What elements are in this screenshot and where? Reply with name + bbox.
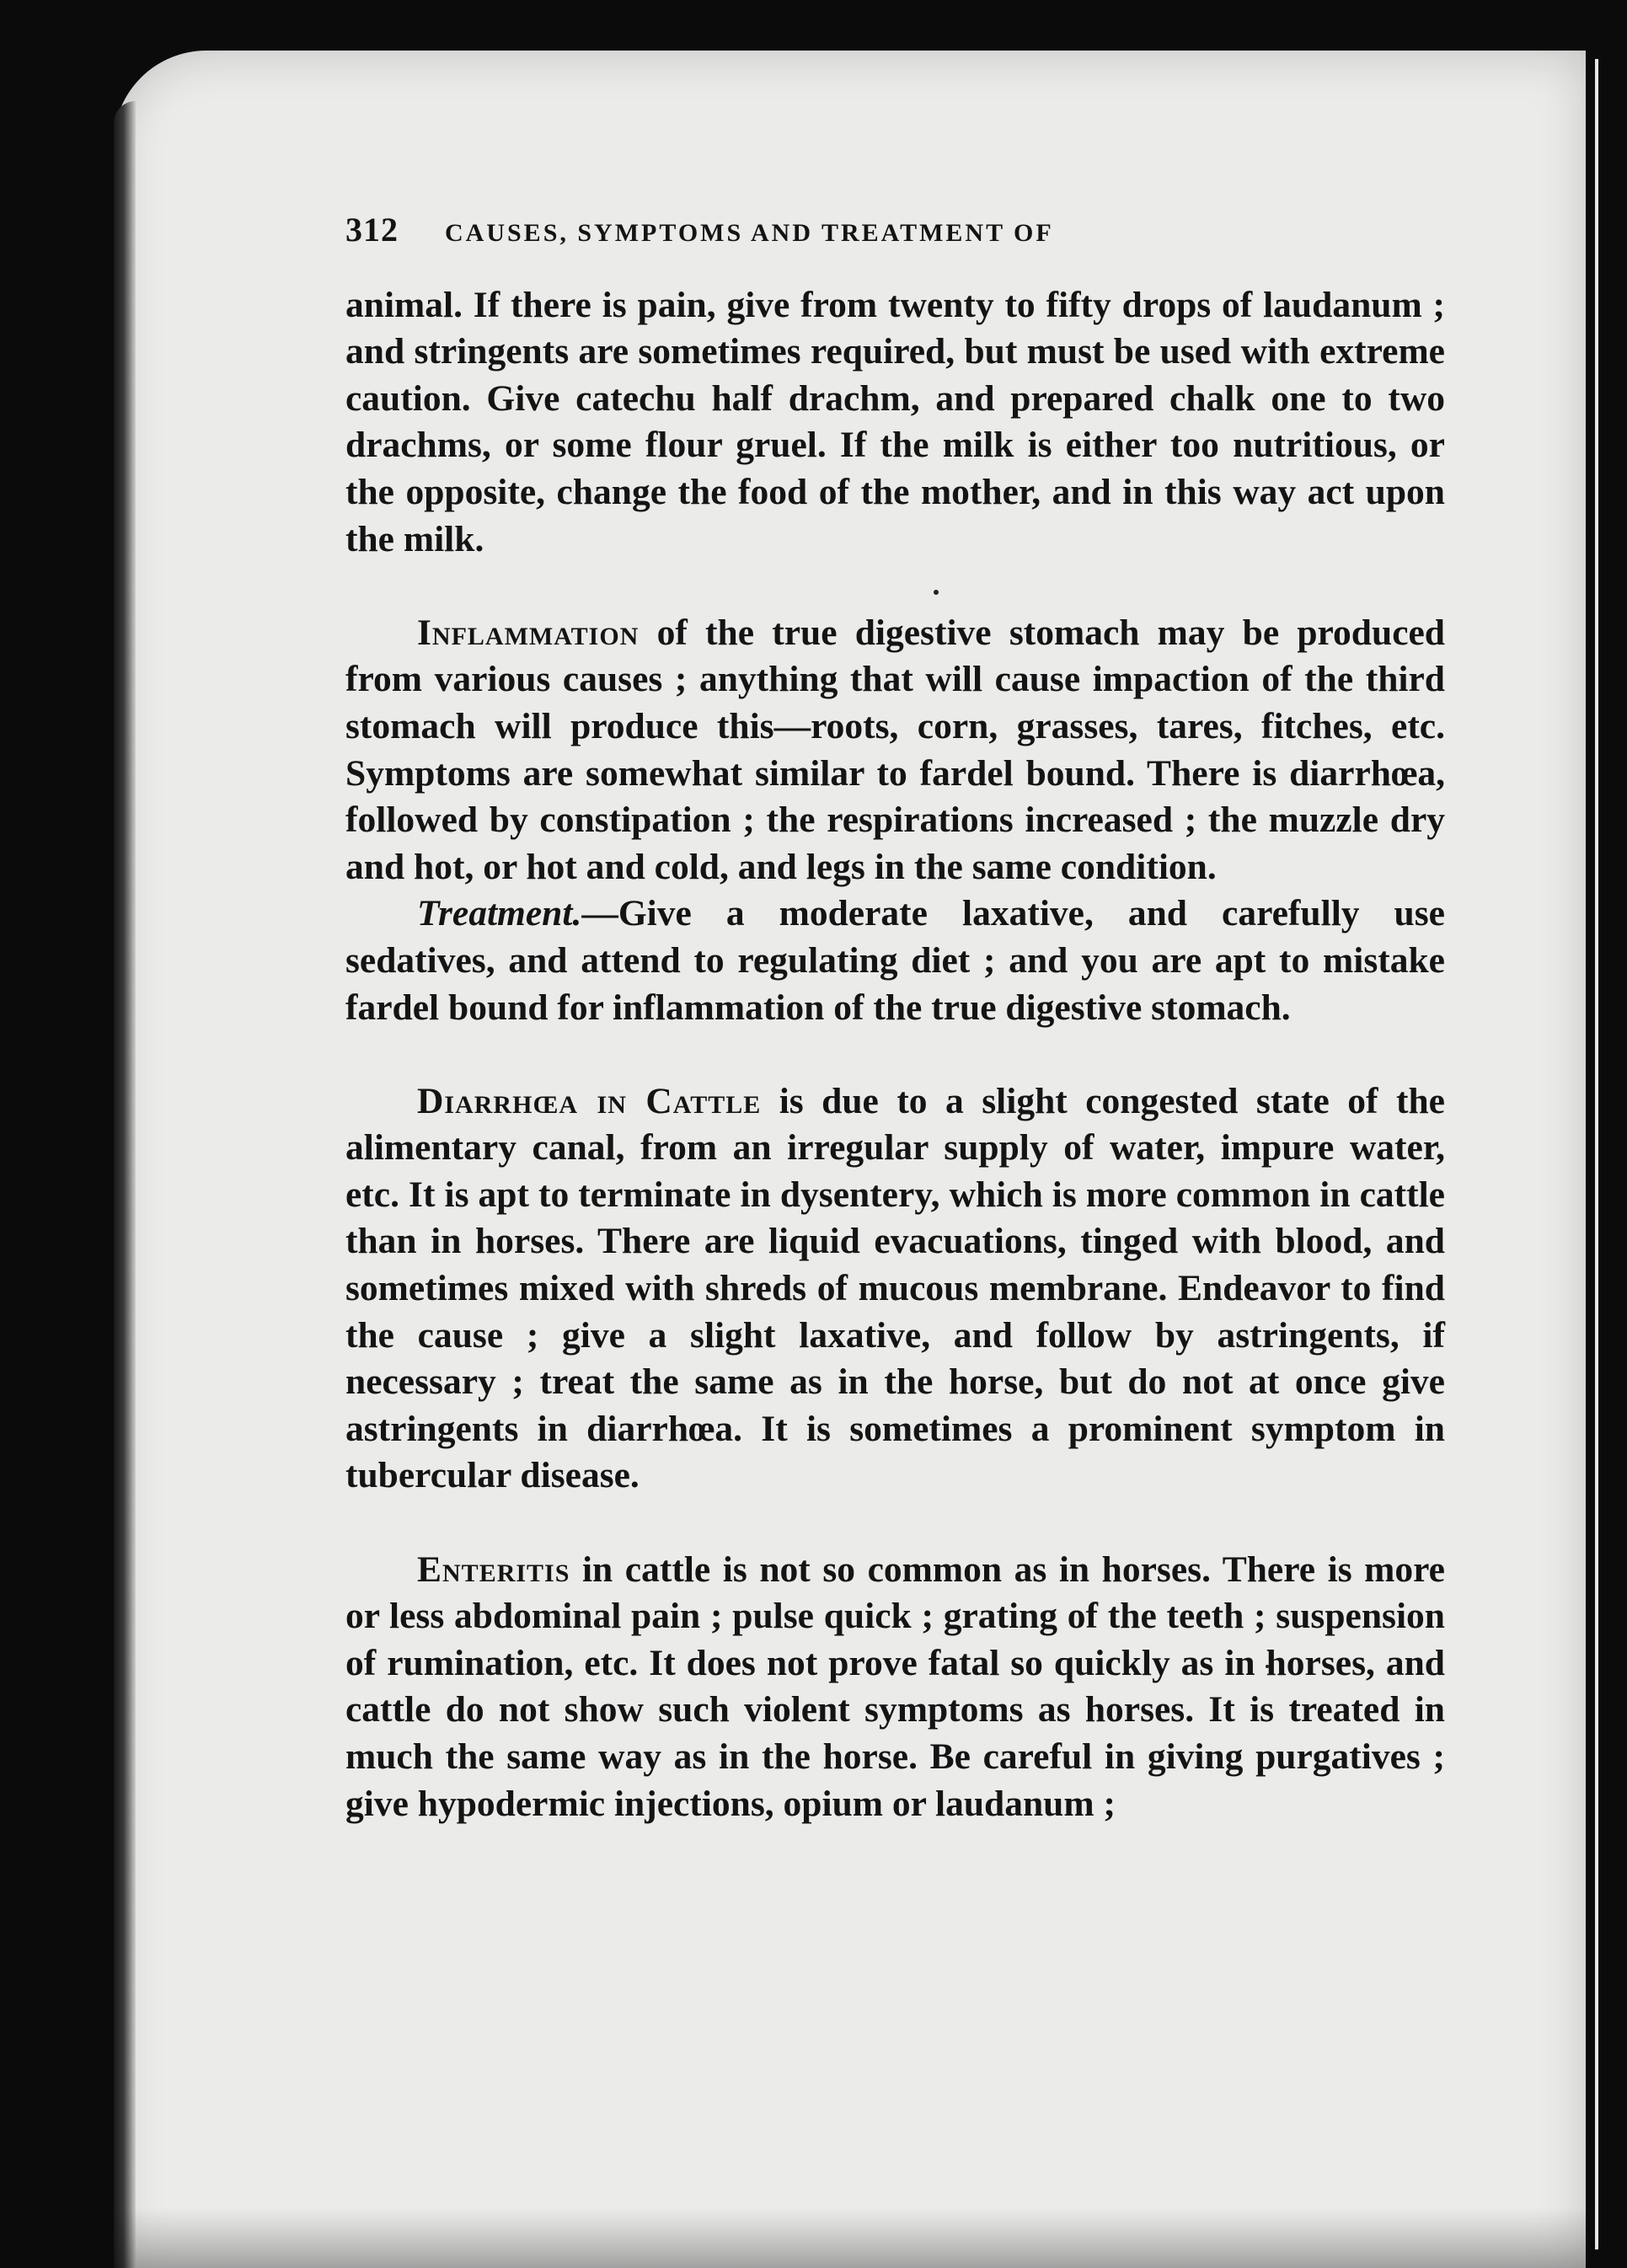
page-shadow bbox=[114, 2207, 1588, 2268]
page-number: 312 bbox=[345, 211, 399, 249]
facing-page-edge bbox=[1595, 59, 1598, 2249]
page-edge bbox=[114, 101, 136, 2268]
paragraph-text: is due to a slight congested state of the alimentary canal, from an irregular supply of water, impure water, etc. It is apt to terminate in dysentery, which is more common in cattle than in horses. There are liquid evacuations, tinged with blood, and sometimes mixed with shreds of mucous membrane. Endeavor to find the cause ; give a slight laxative, and follow by astringents, if necessary ; treat the same as in the horse, but do not at once give astringents in diarrhœa. It is sometimes a prominent symptom in tubercular disease. bbox=[345, 1080, 1445, 1496]
paragraph-treatment bbox=[345, 891, 1445, 1031]
book-gutter bbox=[1586, 34, 1627, 2268]
paragraph-animal bbox=[345, 282, 1445, 564]
page-text bbox=[345, 206, 1445, 1827]
paragraph-diarrhoea bbox=[345, 1078, 1445, 1500]
running-head bbox=[345, 206, 1445, 257]
paragraph-text: in cattle is not so common as in horses. There is more or less abdominal pain ; pulse quick ; grating of the teeth ; suspension of rumination, etc. It does not prove fatal so quickly as in horses, and cattle do not show such violent symptoms as horses. It is treated in much the same way as in the horse. Be careful in giving purgatives ; give hypodermic injections, opium or laudanum ; bbox=[345, 1549, 1445, 1824]
paragraph-text: animal. If there is pain, give from twenty to fifty drops of laudanum ; and stringents are sometimes required, but must be used with extreme caution. Give catechu half drachm, and prepared chalk one to two drachms, or some flour gruel. If the milk is either too nutritious, or the opposite, change the food of the mother, and in this way act upon the milk. bbox=[345, 284, 1445, 559]
paragraph-enteritis bbox=[345, 1547, 1445, 1828]
paragraph-text: of the true digestive stomach may be produced from various causes ; anything that will cause impaction of the third stomach will produce this—roots, corn, grasses, tares, fitches, etc. Symptoms are somewhat similar to fardel bound. There is diarrhœa, followed by constipation ; the respirations increased ; the muzzle dry and hot, or hot and cold, and legs in the same condition. bbox=[345, 612, 1445, 887]
paragraph-text: —Give a moderate laxative, and carefully use sedatives, and attend to regulating diet ; and you are apt to mistake fardel bound for inflammation of the true digestive stomach. bbox=[345, 893, 1445, 1028]
section-heading: Enteritis bbox=[417, 1549, 570, 1590]
section-heading: Inflammation bbox=[417, 612, 640, 653]
paragraph-inflammation bbox=[345, 610, 1445, 891]
treatment-heading: Treatment. bbox=[417, 893, 582, 934]
running-title: CAUSES, SYMPTOMS AND TREATMENT OF bbox=[445, 219, 1054, 247]
section-heading: Diarrhœa in Cattle bbox=[417, 1080, 762, 1121]
